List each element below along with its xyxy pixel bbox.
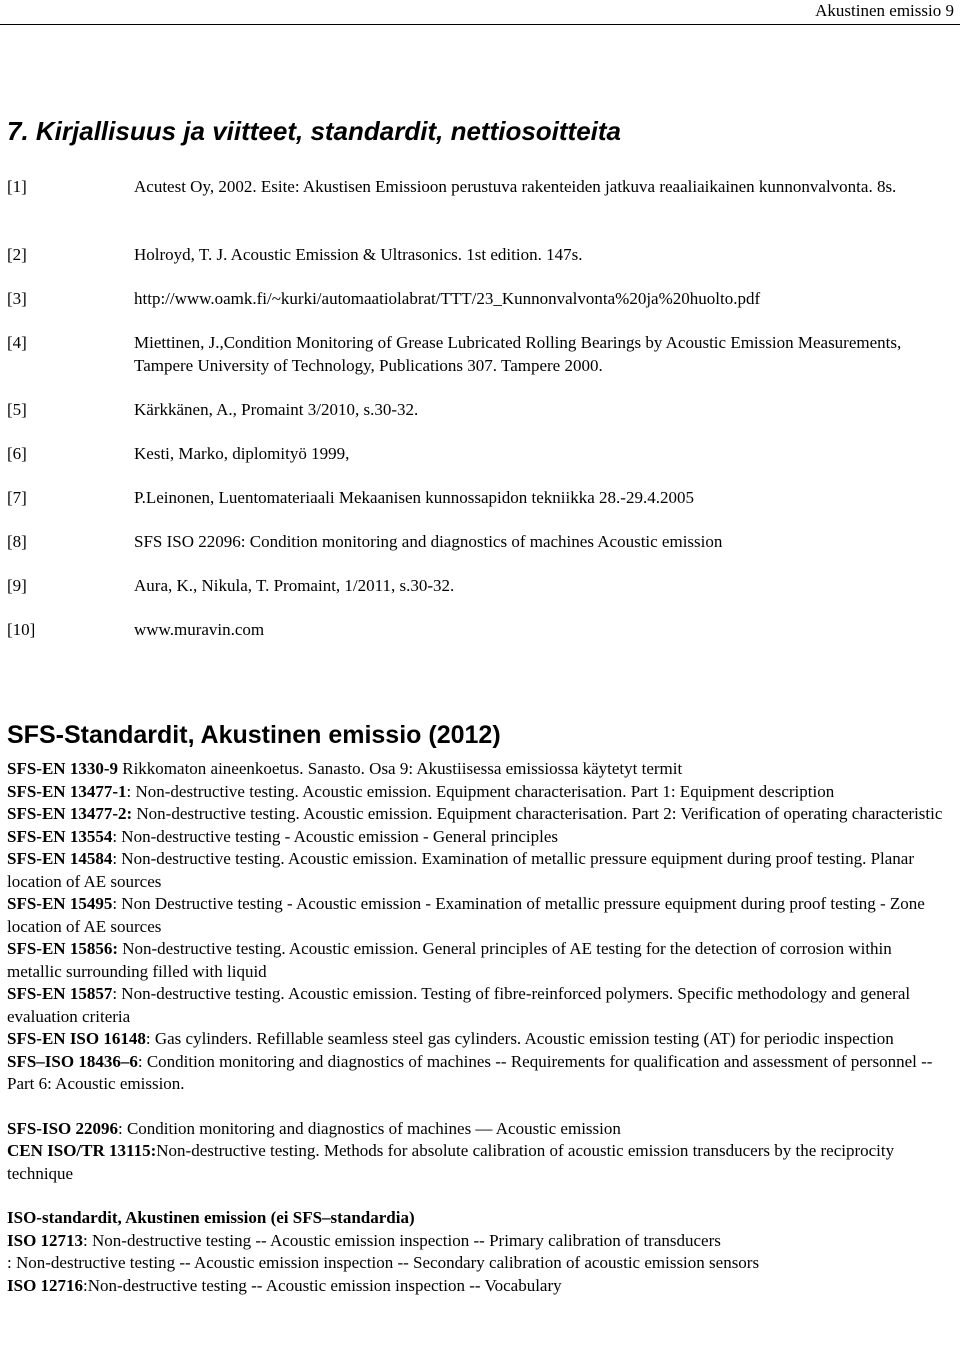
standard-text: : Non-destructive testing. Acoustic emission. Testing of fibre-reinforced polymers. Specific methodology and general evaluation criteria — [7, 984, 911, 1026]
standard-entry — [7, 781, 949, 804]
standard-code: ISO 12713 — [7, 1230, 84, 1250]
standard-code: SFS-EN 15856: — [7, 939, 118, 958]
standard-text: : Non Destructive testing - Acoustic emission - Examination of metallic pressure equipment during proof testing - Zone location of AE sources — [7, 894, 925, 936]
standard-text: : Non-destructive testing -- Acoustic emission inspection -- Secondary calibration of acoustic emission sensors — [7, 1253, 760, 1272]
standard-text: : Non-destructive testing. Acoustic emission. Equipment characterisation. Part 1: Equipment description — [126, 781, 835, 801]
reference-list — [7, 175, 947, 641]
reference-text: SFS ISO 22096: Condition monitoring and diagnostics of machines Acoustic emission — [134, 532, 723, 551]
reference-item — [7, 442, 947, 465]
reference-number: [8] — [7, 532, 27, 551]
reference-item — [7, 618, 947, 641]
reference-item — [7, 331, 947, 377]
header-rule — [0, 24, 960, 25]
reference-text: Aura, K., Nikula, T. Promaint, 1/2011, s.30-32. — [134, 576, 455, 595]
standard-code: SFS-EN 15495 — [7, 894, 113, 913]
standard-text: Non-destructive testing. Acoustic emission. Equipment characterisation. Part 2: Verification of operating characteristic — [132, 804, 943, 823]
section-title: 7. Kirjallisuus ja viitteet, standardit, nettiosoitteita — [7, 116, 622, 146]
reference-text: Holroyd, T. J. Acoustic Emission & Ultrasonics. 1st edition. 147s. — [134, 245, 583, 264]
standard-code: SFS-EN 13554 — [7, 826, 113, 846]
standard-entry — [7, 1275, 949, 1298]
standard-code: SFS-EN 13477-2: — [7, 804, 133, 823]
standard-text: : Condition monitoring and diagnostics of machines -- Requirements for qualification and assessment of personnel -- Part 6: Acoustic emission. — [7, 1051, 933, 1093]
standard-entry — [7, 803, 949, 826]
reference-number: [2] — [7, 245, 27, 264]
standard-code: SFS-EN 13477-1 — [7, 781, 127, 801]
reference-link[interactable]: www.muravin.com — [134, 620, 265, 639]
reference-number: [4] — [7, 333, 27, 352]
standard-entry — [7, 1028, 949, 1051]
standard-text: Non-destructive testing. Acoustic emission. General principles of AE testing for the detection of corrosion within metallic surrounding filled with liquid — [7, 939, 892, 981]
standard-entry — [7, 938, 949, 983]
standard-entry — [7, 983, 949, 1028]
reference-item — [7, 530, 947, 553]
running-header: Akustinen emissio 9 — [815, 1, 954, 20]
standard-text: : Non-destructive testing -- Acoustic emission inspection -- Primary calibration of transducers — [83, 1230, 721, 1250]
standard-text: : Non-destructive testing - Acoustic emission - General principles — [112, 826, 558, 846]
reference-text: Kesti, Marko, diplomityö 1999, — [134, 444, 350, 463]
reference-item — [7, 287, 947, 310]
standard-entry — [7, 1252, 949, 1275]
standard-text: : Gas cylinders. Refillable seamless steel gas cylinders. Acoustic emission testing (AT) for periodic inspection — [145, 1029, 894, 1048]
spacer — [7, 1096, 949, 1118]
standard-text: Rikkomaton aineenkoetus. Sanasto. Osa 9: Akustiisessa emissiossa käytetyt termit — [117, 759, 683, 778]
standard-entry — [7, 848, 949, 893]
standard-text: : Condition monitoring and diagnostics of machines — Acoustic emission — [118, 1118, 621, 1138]
reference-number: [3] — [7, 289, 27, 308]
standard-entry — [7, 1118, 949, 1141]
standard-code: SFS–ISO 18436–6 — [7, 1051, 138, 1071]
reference-item — [7, 574, 947, 597]
standard-code: CEN ISO/TR 13115: — [7, 1141, 157, 1160]
reference-text: Kärkkänen, A., Promaint 3/2010, s.30-32. — [134, 400, 419, 419]
standard-text: : Non-destructive testing. Acoustic emission. Examination of metallic pressure equipment during proof testing. Planar location of AE sources — [7, 849, 914, 891]
standard-entry — [7, 893, 949, 938]
standard-code: SFS-EN 1330-9 — [7, 759, 118, 778]
reference-item — [7, 398, 947, 421]
standard-code: SFS-ISO 22096 — [7, 1118, 118, 1138]
reference-text: P.Leinonen, Luentomateriaali Mekaanisen kunnossapidon tekniikka 28.-29.4.2005 — [134, 488, 694, 507]
standard-text: :Non-destructive testing -- Acoustic emission inspection -- Vocabulary — [83, 1275, 562, 1295]
standard-entry — [7, 826, 949, 849]
reference-number: [6] — [7, 444, 27, 463]
standard-code: SFS-EN 15857 — [7, 984, 113, 1003]
reference-number: [5] — [7, 400, 27, 419]
reference-item — [7, 175, 947, 221]
reference-link[interactable]: http://www.oamk.fi/~kurki/automaatiolabrat/TTT/23_Kunnonvalvonta%20ja%20huolto.pdf — [134, 289, 761, 308]
standard-code: ISO 12716 — [7, 1275, 84, 1295]
standard-entry — [7, 1140, 949, 1185]
standard-text: Non-destructive testing. Methods for absolute calibration of acoustic emission transducers by the reciprocity technique — [7, 1141, 895, 1183]
reference-text: Miettinen, J.,Condition Monitoring of Grease Lubricated Rolling Bearings by Acoustic Emission Measurements, Tampere University of Technology, Publications 307. Tampere 2000. — [134, 333, 902, 375]
standard-code: SFS-EN 14584 — [7, 849, 113, 868]
standard-entry — [7, 758, 949, 781]
iso-section-title: ISO-standardit, Akustinen emission (ei SFS–standardia) — [7, 1208, 415, 1227]
spacer — [7, 1185, 949, 1207]
reference-text: Acutest Oy, 2002. Esite: Akustisen Emissioon perustuva rakenteiden jatkuva reaaliaikainen kunnonvalvonta. 8s. — [134, 177, 897, 196]
reference-item — [7, 243, 947, 266]
standard-entry — [7, 1051, 949, 1096]
sfs-section-title: SFS-Standardit, Akustinen emissio (2012) — [7, 721, 501, 749]
standards-list — [7, 758, 949, 1297]
standard-entry — [7, 1230, 949, 1253]
reference-number: [1] — [7, 177, 27, 196]
reference-number: [7] — [7, 488, 27, 507]
reference-number: [10] — [7, 620, 36, 639]
reference-number: [9] — [7, 576, 27, 595]
reference-item — [7, 486, 947, 509]
standard-code: SFS-EN ISO 16148 — [7, 1029, 146, 1048]
